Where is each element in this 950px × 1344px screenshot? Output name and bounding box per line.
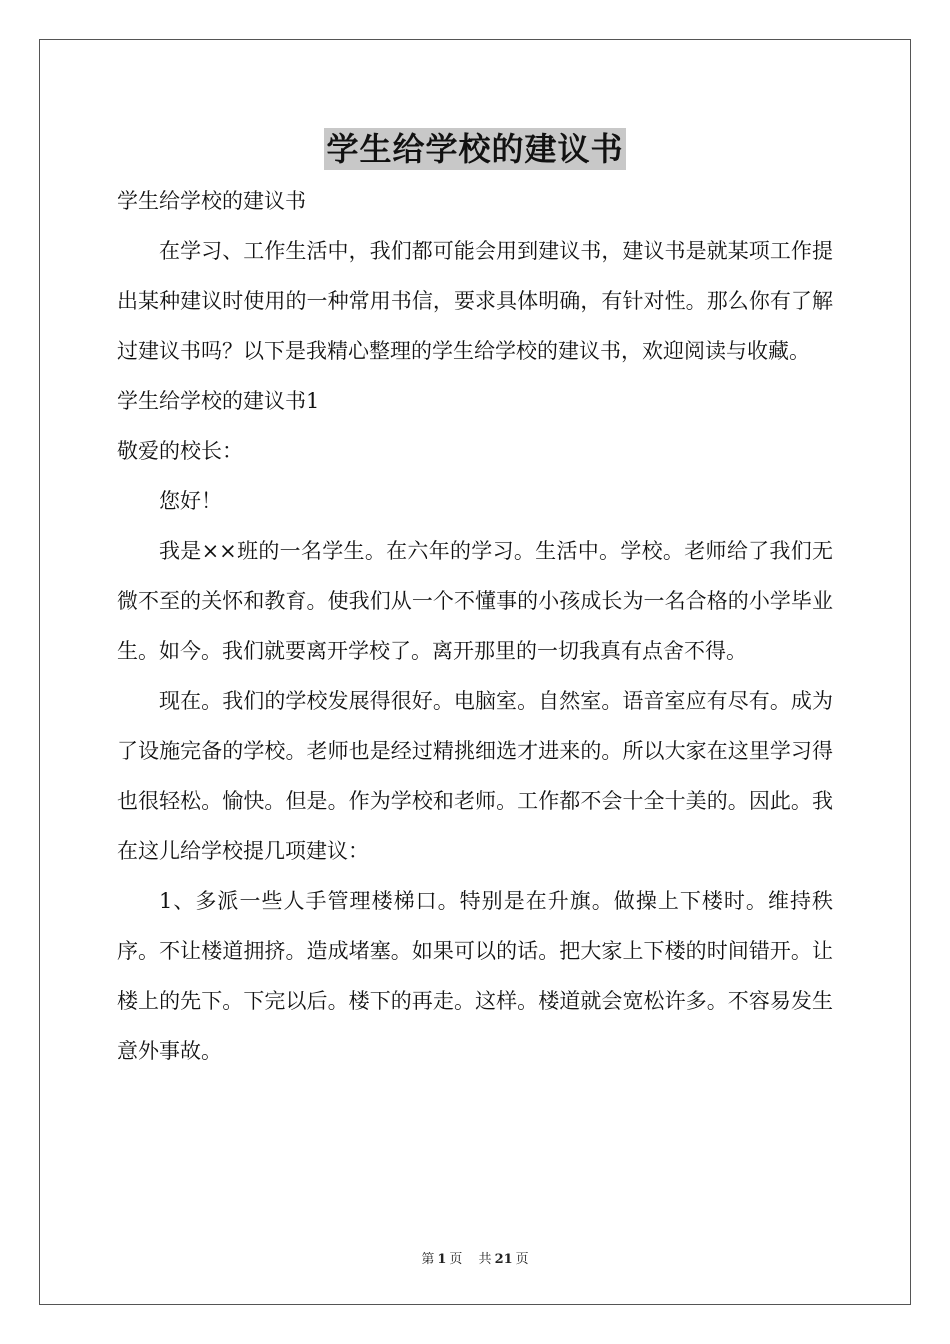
total-pages-indicator: 共 21 页 [478, 1252, 529, 1267]
page-indicator: 第 1 页 [421, 1252, 463, 1267]
document-title: 学生给学校的建议书 [326, 130, 624, 168]
section-heading: 学生给学校的建议书1 [117, 389, 320, 413]
body-paragraph-2: 现在。我们的学校发展得很好。电脑室。自然室。语音室应有尽有。成为了设施完备的学校。老师也是经过精挑细选才进来的。所以大家在这里学习得也很轻松。愉快。但是。作为学校和老师。工作都不会十全十美的。因此。我在这儿给学校提几项建议： [117, 689, 833, 863]
body-paragraph-3: 1、多派一些人手管理楼梯口。特别是在升旗。做操上下楼时。维持秩序。不让楼道拥挤。造成堵塞。如果可以的话。把大家上下楼的时间错开。让楼上的先下。下完以后。楼下的再走。这样。楼道就会宽松许多。不容易发生意外事故。 [117, 889, 833, 1063]
page-footer [0, 1248, 950, 1267]
document-subtitle: 学生给学校的建议书 [117, 189, 306, 213]
intro-paragraph: 在学习、工作生活中，我们都可能会用到建议书，建议书是就某项工作提出某种建议时使用的一种常用书信，要求具体明确，有针对性。那么你有了解过建议书吗？以下是我精心整理的学生给学校的建议书，欢迎阅读与收藏。 [117, 239, 833, 363]
greeting: 您好！ [159, 489, 222, 513]
title-wrap [0, 128, 950, 170]
document-body [117, 176, 833, 1076]
salutation: 敬爱的校长： [117, 439, 243, 463]
body-paragraph-1: 我是××班的一名学生。在六年的学习。生活中。学校。老师给了我们无微不至的关怀和教育。使我们从一个不懂事的小孩成长为一名合格的小学毕业生。如今。我们就要离开学校了。离开那里的一切我真有点舍不得。 [117, 539, 833, 663]
